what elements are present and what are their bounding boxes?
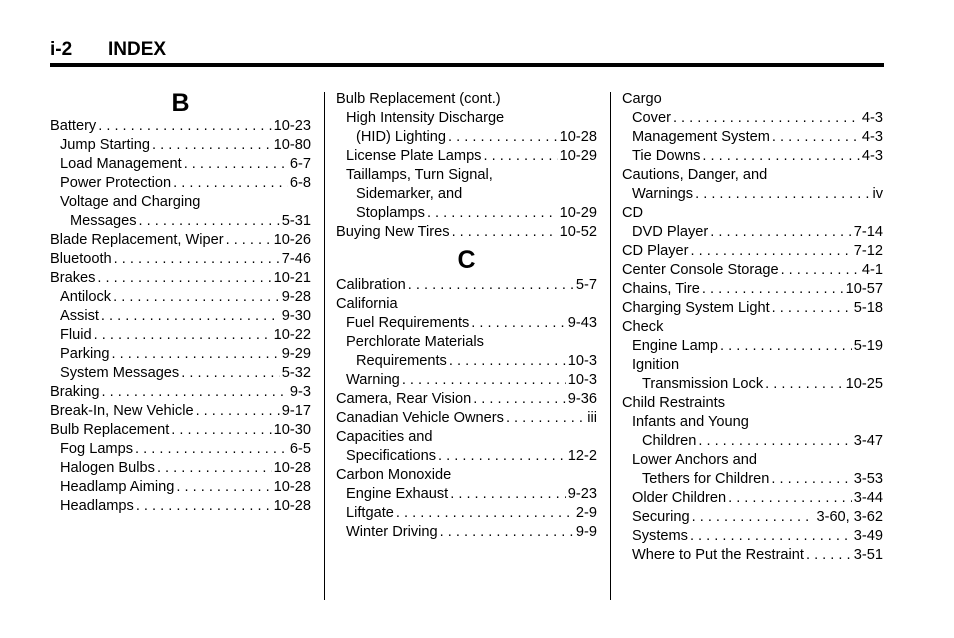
entry-page-ref: iv [872,186,883,202]
index-entry [622,489,883,508]
index-entry [50,231,311,250]
entry-page-ref: 3-47 [853,433,883,449]
dot-leader [771,470,851,489]
entry-term: Charging System Light [622,300,770,316]
entry-page-ref: 10-25 [845,376,883,392]
dot-leader [806,546,852,565]
entry-page-ref: 9-23 [567,486,597,502]
entry-page-ref: 9-29 [281,346,311,362]
index-entry [622,242,883,261]
index-entry [622,527,883,546]
entry-page-ref: 3-49 [853,528,883,544]
index-entry [336,276,597,295]
index-entry [622,337,883,356]
page-header [50,38,884,66]
entry-term: Headlamp Aiming [60,479,175,495]
dot-leader [450,485,566,504]
entry-page-ref: iii [587,410,597,426]
entry-page-ref: 9-9 [575,524,597,540]
entry-term: Liftgate [346,505,394,521]
entry-term: Brakes [50,270,96,286]
entry-term: High Intensity Discharge [346,110,505,126]
entry-term: Bulb Replacement (cont.) [336,91,501,107]
entry-term: Sidemarker, and [356,186,463,202]
index-entry [622,185,883,204]
index-heading [622,318,883,337]
index-entry [50,497,311,516]
index-heading [622,413,883,432]
index-entry [50,459,311,478]
index-heading [622,451,883,470]
index-entry [336,352,597,371]
entry-term: Lower Anchors and [632,452,757,468]
dot-leader [720,337,852,356]
index-entry [622,375,883,394]
entry-term: Bluetooth [50,251,112,267]
entry-term: Power Protection [60,175,172,191]
dot-leader [728,489,852,508]
index-entry [50,326,311,345]
entry-term: Load Management [60,156,182,172]
entry-term: California [336,296,398,312]
entry-page-ref: 10-28 [273,460,311,476]
dot-leader [171,421,271,440]
dot-leader [427,204,558,223]
entry-page-ref: 5-18 [853,300,883,316]
dot-leader [181,364,280,383]
index-entry [336,128,597,147]
dot-leader [702,280,844,299]
index-entry [50,136,311,155]
dot-leader [135,440,288,459]
entry-page-ref: 5-32 [281,365,311,381]
dot-leader [176,478,271,497]
index-heading [336,185,597,204]
dot-leader [473,390,566,409]
column-divider [610,92,611,600]
index-heading [336,333,597,352]
index-entry [622,508,883,527]
index-column-3 [622,90,883,565]
dot-leader [772,299,852,318]
dot-leader [710,223,852,242]
entry-term: Management System [632,129,770,145]
entry-page-ref: 12-2 [567,448,597,464]
entry-term: Fog Lamps [60,441,134,457]
entry-term: Child Restraints [622,395,726,411]
entry-term: Chains, Tire [622,281,700,297]
entry-term: License Plate Lamps [346,148,482,164]
dot-leader [226,231,272,250]
dot-leader [101,307,280,326]
dot-leader [691,242,852,261]
index-entry [622,546,883,565]
index-entry [336,409,597,428]
index-entry [50,345,311,364]
entry-page-ref: 3-51 [853,547,883,563]
index-entry [50,383,311,402]
entry-page-ref: 5-7 [575,277,597,293]
entry-term: Bulb Replacement [50,422,170,438]
dot-leader [97,269,271,288]
entry-term: Engine Exhaust [346,486,449,502]
entry-page-ref: 10-28 [559,129,597,145]
index-entry [50,212,311,231]
index-entry [336,223,597,242]
entry-page-ref: 9-30 [281,308,311,324]
entry-page-ref: 9-3 [289,384,311,400]
entry-page-ref: 4-3 [861,129,883,145]
dot-leader [94,326,272,345]
entry-term: Specifications [346,448,437,464]
dot-leader [101,383,287,402]
index-entry [50,364,311,383]
entry-term: Braking [50,384,100,400]
dot-leader [114,250,280,269]
dot-leader [173,174,288,193]
entry-page-ref: 10-26 [273,232,311,248]
dot-leader [471,314,565,333]
entry-page-ref: 10-29 [559,148,597,164]
index-entry [336,447,597,466]
entry-term: Antilock [60,289,112,305]
entry-page-ref: 10-52 [559,224,597,240]
entry-term: Parking [60,346,110,362]
entry-page-ref: 6-8 [289,175,311,191]
entry-page-ref: 10-22 [273,327,311,343]
index-heading [336,428,597,447]
entry-term: Taillamps, Turn Signal, [346,167,493,183]
dot-leader [506,409,585,428]
index-heading [622,204,883,223]
dot-leader [440,523,574,542]
dot-leader [781,261,860,280]
entry-term: CD [622,205,644,221]
dot-leader [139,212,280,231]
index-entry [622,299,883,318]
entry-page-ref: 4-3 [861,148,883,164]
index-entry [50,117,311,136]
dot-leader [448,128,558,147]
index-entry [50,174,311,193]
entry-page-ref: 10-23 [273,118,311,134]
section-letter: B [171,89,190,117]
index-entry [336,523,597,542]
index-heading [336,90,597,109]
index-entry [622,109,883,128]
column-divider [324,92,325,600]
dot-leader [157,459,272,478]
entry-term: Older Children [632,490,727,506]
index-heading [622,166,883,185]
dot-leader [396,504,574,523]
entry-term: Assist [60,308,99,324]
dot-leader [690,527,852,546]
index-heading [50,193,311,212]
index-entry [622,223,883,242]
index-heading [622,90,883,109]
entry-term: Requirements [356,353,447,369]
entry-page-ref: 5-31 [281,213,311,229]
entry-page-ref: 9-43 [567,315,597,331]
entry-term: Jump Starting [60,137,151,153]
dot-leader [111,345,279,364]
entry-term: CD Player [622,243,689,259]
dot-leader [136,497,272,516]
entry-term: Buying New Tires [336,224,450,240]
entry-page-ref: 6-7 [289,156,311,172]
entry-term: Cargo [622,91,662,107]
entry-term: Halogen Bulbs [60,460,155,476]
index-entry [622,128,883,147]
entry-term: System Messages [60,365,180,381]
dot-leader [452,223,558,242]
index-entry [50,440,311,459]
index-entry [336,314,597,333]
dot-leader [483,147,557,166]
entry-term: Tethers for Children [642,471,770,487]
entry-page-ref: 10-28 [273,498,311,514]
entry-page-ref: 10-57 [845,281,883,297]
dot-leader [438,447,566,466]
index-entry [50,155,311,174]
entry-term: Fluid [60,327,92,343]
index-entry [50,307,311,326]
entry-page-ref: 10-29 [559,205,597,221]
entry-term: Systems [632,528,688,544]
index-entry [50,402,311,421]
entry-page-ref: 10-28 [273,479,311,495]
entry-term: Winter Driving [346,524,438,540]
index-entry [622,280,883,299]
entry-page-ref: 3-44 [853,490,883,506]
dot-leader [152,136,272,155]
section-letter: C [457,246,476,274]
page-number: i-2 [50,39,73,60]
index-entry [622,261,883,280]
index-entry [50,478,311,497]
entry-page-ref: 4-1 [861,262,883,278]
index-heading [622,394,883,413]
entry-page-ref: 7-46 [281,251,311,267]
page-title: INDEX [108,39,167,60]
entry-term: Camera, Rear Vision [336,391,472,407]
index-column-1 [50,90,311,516]
entry-term: Stoplamps [356,205,425,221]
index-entry [336,485,597,504]
dot-leader [449,352,566,371]
index-heading [336,109,597,128]
entry-term: Tie Downs [632,148,701,164]
index-entry [336,390,597,409]
index-entry [50,288,311,307]
entry-page-ref: 10-30 [273,422,311,438]
index-entry [336,371,597,390]
index-entry [50,421,311,440]
entry-term: Blade Replacement, Wiper [50,232,224,248]
dot-leader [702,147,860,166]
dot-leader [698,432,851,451]
entry-term: Cautions, Danger, and [622,167,768,183]
entry-page-ref: 9-36 [567,391,597,407]
entry-term: Children [642,433,697,449]
entry-term: Cover [632,110,671,126]
index-heading [336,466,597,485]
index-entry [50,250,311,269]
entry-term: Break-In, New Vehicle [50,403,194,419]
dot-leader [408,276,574,295]
index-entry [622,147,883,166]
entry-term: Messages [70,213,137,229]
entry-term: Engine Lamp [632,338,719,354]
dot-leader [772,128,860,147]
index-column-2 [336,90,597,542]
entry-page-ref: 4-3 [861,110,883,126]
entry-term: Canadian Vehicle Owners [336,410,504,426]
entry-term: Ignition [632,357,680,373]
index-heading [336,166,597,185]
header-rule [50,63,884,67]
entry-term: Headlamps [60,498,134,514]
entry-page-ref: 6-5 [289,441,311,457]
entry-page-ref: 10-3 [567,372,597,388]
entry-page-ref: 7-14 [853,224,883,240]
entry-term: Calibration [336,277,406,293]
entry-term: Perchlorate Materials [346,334,484,350]
index-heading [336,295,597,314]
entry-term: Voltage and Charging [60,194,201,210]
entry-term: (HID) Lighting [356,129,447,145]
dot-leader [692,508,815,527]
entry-page-ref: 3-60, 3-62 [816,509,883,525]
entry-page-ref: 9-17 [281,403,311,419]
dot-leader [196,402,280,421]
entry-term: Battery [50,118,97,134]
dot-leader [673,109,860,128]
entry-term: Fuel Requirements [346,315,470,331]
entry-term: DVD Player [632,224,709,240]
entry-page-ref: 10-21 [273,270,311,286]
entry-term: Infants and Young [632,414,749,430]
entry-page-ref: 5-19 [853,338,883,354]
dot-leader [98,117,271,136]
dot-leader [695,185,870,204]
dot-leader [184,155,288,174]
entry-page-ref: 3-53 [853,471,883,487]
dot-leader [765,375,844,394]
index-entry [622,432,883,451]
entry-page-ref: 2-9 [575,505,597,521]
entry-term: Carbon Monoxide [336,467,452,483]
index-entry [336,504,597,523]
entry-term: Capacities and [336,429,433,445]
entry-page-ref: 10-3 [567,353,597,369]
entry-term: Warning [346,372,400,388]
index-entry [50,269,311,288]
entry-term: Transmission Lock [642,376,764,392]
index-entry [336,147,597,166]
entry-term: Check [622,319,664,335]
index-heading [622,356,883,375]
entry-term: Where to Put the Restraint [632,547,804,563]
dot-leader [113,288,280,307]
index-entry [622,470,883,489]
entry-page-ref: 9-28 [281,289,311,305]
entry-page-ref: 10-80 [273,137,311,153]
index-entry [336,204,597,223]
entry-page-ref: 7-12 [853,243,883,259]
entry-term: Warnings [632,186,694,202]
entry-term: Securing [632,509,690,525]
entry-term: Center Console Storage [622,262,779,278]
dot-leader [402,371,566,390]
